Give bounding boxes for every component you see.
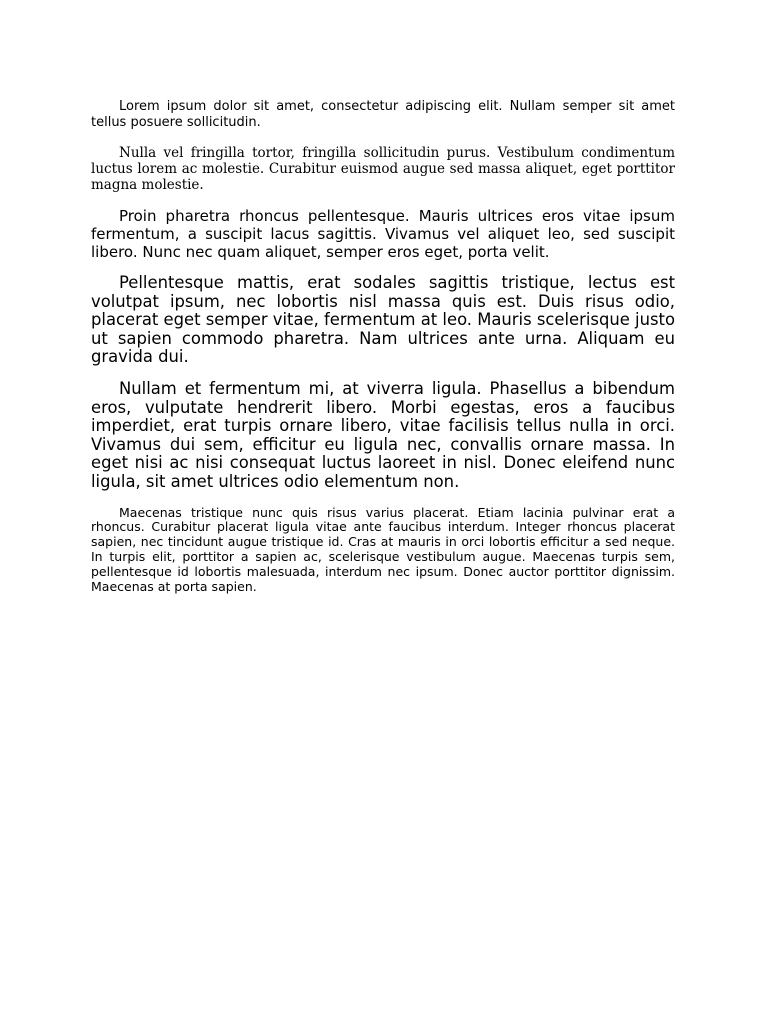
paragraph-4: Pellentesque mattis, erat sodales sagittis tristique, lectus est volutpat ipsum, nec lobortis nisl massa quis est. Duis risus odio, placerat eget semper vitae, fermentum at leo. Mauris scelerisque justo ut sapien commodo pharetra. Nam ultrices ante urna. Aliquam eu gravida dui.	[91, 273, 675, 367]
paragraph-3: Proin pharetra rhoncus pellentesque. Mauris ultrices eros vitae ipsum fermentum, a suscipit lacus sagittis. Vivamus vel aliquet leo, sed suscipit libero. Nunc nec quam aliquet, semper eros eget, porta velit.	[91, 207, 675, 261]
paragraph-2: Nulla vel fringilla tortor, fringilla sollicitudin purus. Vestibulum condimentum luctus lorem ac molestie. Curabitur euismod augue sed massa aliquet, eget porttitor magna molestie.	[91, 145, 675, 193]
paragraph-5: Nullam et fermentum mi, at viverra ligula. Phasellus a bibendum eros, vulputate hendrerit libero. Morbi egestas, eros a faucibus imperdiet, erat turpis ornare libero, vitae facilisis tellus nulla in orci. Vivamus dui sem, efficitur eu ligula nec, convallis ornare massa. In eget nisi ac nisi consequat luctus laoreet in nisl. Donec eleifend nunc ligula, sit amet ultrices odio elementum non.	[91, 378, 675, 491]
paragraph-6: Maecenas tristique nunc quis risus varius placerat. Etiam lacinia pulvinar erat a rhoncus. Curabitur placerat ligula vitae ante faucibus interdum. Integer rhoncus placerat sapien, nec tincidunt augue tristique id. Cras at mauris in orci lobortis efficitur a sed neque. In turpis elit, porttitor a sapien ac, scelerisque vestibulum augue. Maecenas turpis sem, pellentesque id lobortis malesuada, interdum nec ipsum. Donec auctor porttitor dignissim. Maecenas at porta sapien.	[91, 504, 675, 594]
document-page	[91, 99, 675, 594]
paragraph-1: Lorem ipsum dolor sit amet, consectetur adipiscing elit. Nullam semper sit amet tellus posuere sollicitudin.	[91, 99, 675, 130]
